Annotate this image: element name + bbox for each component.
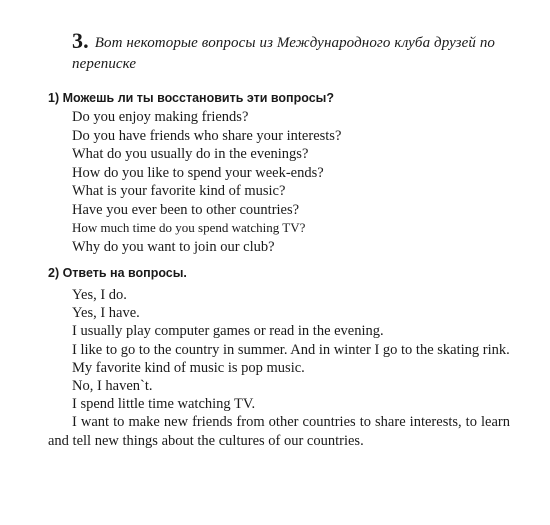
answer-item: I spend little time watching TV. [72, 396, 256, 413]
part2-title: 2) Ответь на вопросы. [48, 266, 187, 280]
question-item: How much time do you spend watching TV? [72, 220, 306, 235]
answer-item: No, I haven`t. [72, 378, 153, 395]
question-item: Do you enjoy making friends? [72, 109, 249, 125]
exercise-instruction: Вот некоторые вопросы из Международного клуба друзей по переписке [72, 35, 496, 72]
question-item: Do you have friends who share your interests? [72, 127, 342, 144]
question-item: How do you like to spend your week-ends? [72, 164, 324, 181]
answer-item: My favorite kind of music is pop music. [72, 359, 305, 376]
answer-item: I usually play computer games or read in the evening. [72, 323, 384, 340]
questions-list [72, 108, 341, 256]
question-item: Have you ever been to other countries? [72, 201, 300, 218]
exercise-heading [72, 30, 532, 75]
answers-list [48, 286, 510, 450]
answer-item: I like to go to the country in summer. And in winter I go to the skating rink. [72, 341, 510, 358]
answer-item: Yes, I do. [72, 287, 127, 303]
question-item: Why do you want to join our club? [72, 238, 275, 255]
question-item: What do you usually do in the evenings? [72, 146, 309, 162]
answer-item: Yes, I have. [72, 305, 140, 322]
exercise-number: 3. [72, 28, 89, 53]
answer-item: I want to make new friends from other countries to share interests, to learn and tell new things about the cultures of our countries. [48, 414, 510, 449]
question-item: What is your favorite kind of music? [72, 183, 286, 199]
part1-title: 1) Можешь ли ты восстановить эти вопросы? [48, 91, 334, 105]
